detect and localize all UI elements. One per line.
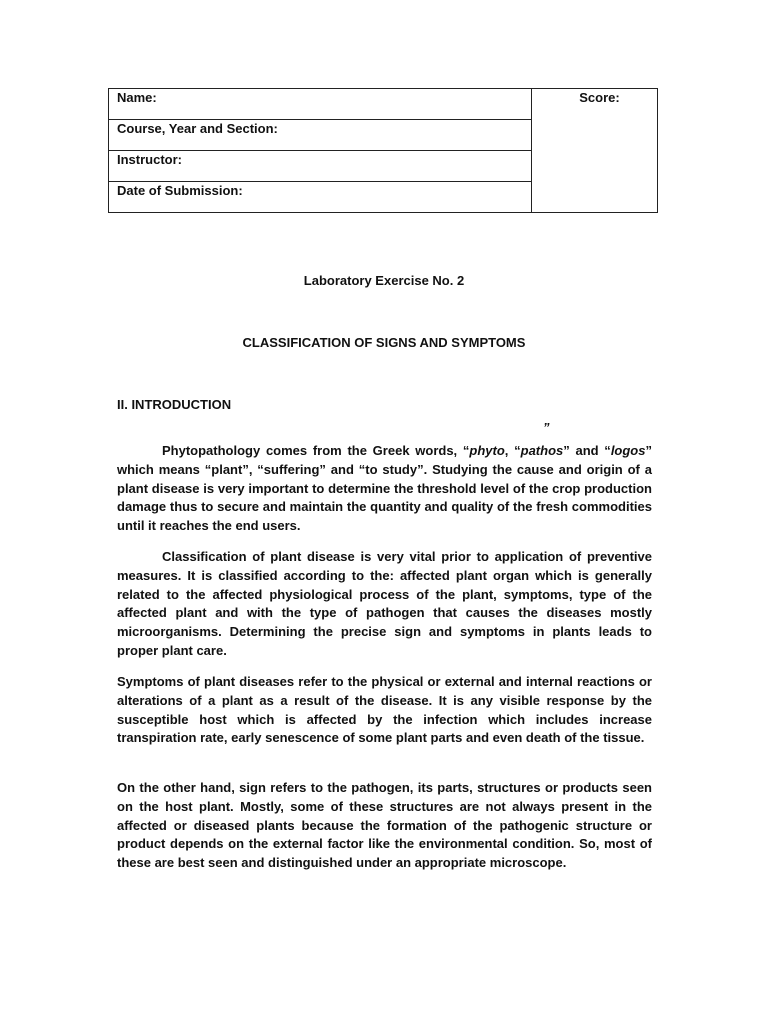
p1-italic-pathos: pathos bbox=[520, 443, 564, 458]
p1-italic-logos: logos bbox=[610, 443, 646, 458]
header-table bbox=[108, 88, 658, 213]
score-field bbox=[532, 89, 657, 212]
date-label: Date of Submission: bbox=[117, 183, 243, 198]
p1-italic-phyto: phyto bbox=[469, 443, 505, 458]
course-field bbox=[109, 120, 531, 151]
paragraph-1 bbox=[117, 442, 652, 536]
section-heading: II. INTRODUCTION bbox=[117, 397, 232, 412]
name-label: Name: bbox=[117, 90, 157, 105]
paragraph-4: On the other hand, sign refers to the pathogen, its parts, structures or products seen on the host plant. Mostly, some of these structures are not always present in the affected or diseased plants because the formation of the pathogenic structure or product depends on the external factor like the environmental condition. So, most of these are best seen and distinguished under an appropriate microscope. bbox=[117, 780, 652, 871]
p1-text-2: , “ bbox=[504, 443, 521, 458]
instructor-field bbox=[109, 151, 531, 182]
p1-text-4: ” which means “plant”, “suffering” and “to study”. Studying the cause and origin of a plant disease is very important to determine the threshold level of the crop production damage thus to secure and maintain the quantity and quality of the fresh commodities until it reaches the end users. bbox=[117, 443, 652, 534]
main-title: CLASSIFICATION OF SIGNS AND SYMPTOMS bbox=[242, 335, 526, 350]
header-fields bbox=[109, 89, 532, 212]
score-label: Score: bbox=[579, 90, 620, 105]
course-label: Course, Year and Section: bbox=[117, 121, 278, 136]
lab-title: Laboratory Exercise No. 2 bbox=[303, 273, 465, 288]
paragraph-2: Classification of plant disease is very vital prior to application of preventive measures. It is classified according to the: affected plant organ which is generally related to the affected physiological process of the plant, symptoms, type of the affected plant and with the type of pathogen that causes the diseases mostly microorganisms. Determining the precise sign and symptoms in plants leads to proper plant care. bbox=[117, 549, 652, 658]
stray-quote: ” bbox=[543, 420, 550, 435]
date-field bbox=[109, 182, 531, 212]
instructor-label: Instructor: bbox=[117, 152, 182, 167]
name-field bbox=[109, 89, 531, 120]
p1-text-3: ” and “ bbox=[563, 443, 611, 458]
paragraph-3: Symptoms of plant diseases refer to the physical or external and internal reactions or alterations of a plant as a result of the disease. It is any visible response by the susceptible host which is affected by the infection which includes increase transpiration rate, early senescence of some plant parts and even death of the tissue. bbox=[117, 674, 652, 746]
p1-text-1: Phytopathology comes from the Greek words, “ bbox=[162, 443, 470, 458]
